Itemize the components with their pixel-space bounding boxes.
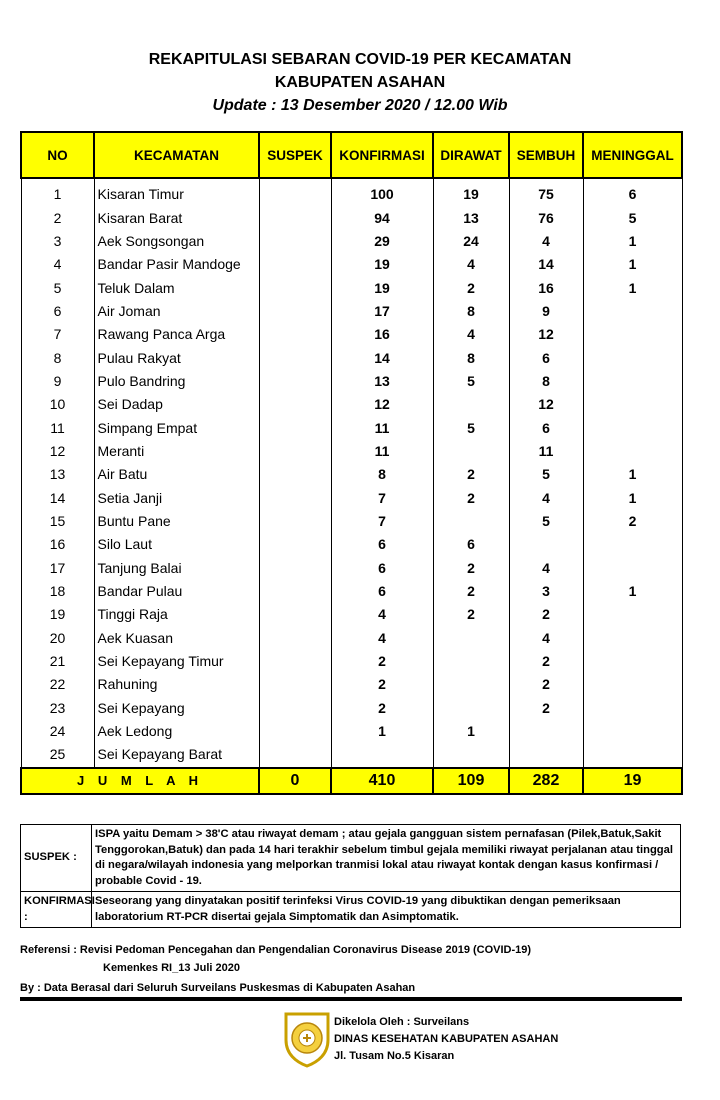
cell-sembuh: 2: [509, 697, 583, 720]
cell-suspek: [259, 627, 331, 650]
cell-sembuh: 12: [509, 393, 583, 416]
cell-dirawat: [433, 743, 509, 767]
cell-suspek: [259, 697, 331, 720]
cell-konfirmasi: 13: [331, 370, 433, 393]
suspek-definition-row: [21, 825, 681, 892]
cell-sembuh: 14: [509, 253, 583, 276]
cell-sembuh: 12: [509, 323, 583, 346]
cell-kecamatan: Pulau Rakyat: [94, 346, 259, 369]
cell-meninggal: [583, 300, 682, 323]
cell-no: 21: [21, 650, 94, 673]
cell-sembuh: [509, 720, 583, 743]
cell-kecamatan: Sei Kepayang: [94, 697, 259, 720]
konfirmasi-definition: Seseorang yang dinyatakan positif terinfeksi Virus COVID-19 yang dibuktikan dengan pemeriksaan laboratorium RT-PCR disertai gejala Simptomatik dan Asimptomatik.: [92, 892, 681, 928]
cell-meninggal: [583, 346, 682, 369]
cell-dirawat: [433, 697, 509, 720]
cell-no: 3: [21, 230, 94, 253]
cell-meninggal: [583, 557, 682, 580]
cell-konfirmasi: 6: [331, 557, 433, 580]
cell-meninggal: [583, 720, 682, 743]
cell-no: 16: [21, 533, 94, 556]
reference-line-1: Referensi : Revisi Pedoman Pencegahan dan Pengendalian Coronavirus Disease 2019 (COVID-19): [20, 944, 532, 956]
cell-konfirmasi: 19: [331, 276, 433, 299]
suspek-label: SUSPEK :: [21, 825, 92, 892]
cell-meninggal: [583, 743, 682, 767]
cell-konfirmasi: 19: [331, 253, 433, 276]
cell-meninggal: [583, 416, 682, 439]
cell-no: 17: [21, 557, 94, 580]
total-dirawat: 109: [433, 768, 509, 794]
konfirmasi-label: KONFIRMASI :: [21, 892, 92, 928]
cell-sembuh: 76: [509, 206, 583, 229]
cell-sembuh: 3: [509, 580, 583, 603]
cell-meninggal: [583, 627, 682, 650]
cell-dirawat: 8: [433, 346, 509, 369]
cell-sembuh: [509, 743, 583, 767]
table-row: [21, 323, 682, 346]
definitions-table: [20, 824, 681, 928]
cell-suspek: [259, 603, 331, 626]
cell-no: 6: [21, 300, 94, 323]
col-header-sembuh: SEMBUH: [509, 132, 583, 178]
table-row: [21, 650, 682, 673]
cell-dirawat: [433, 393, 509, 416]
cell-kecamatan: Tanjung Balai: [94, 557, 259, 580]
cell-kecamatan: Kisaran Barat: [94, 206, 259, 229]
cell-suspek: [259, 230, 331, 253]
cell-suspek: [259, 720, 331, 743]
cell-konfirmasi: 4: [331, 627, 433, 650]
cell-meninggal: 1: [583, 463, 682, 486]
table-row: [21, 178, 682, 206]
footer-info: [334, 1014, 558, 1065]
cell-sembuh: 4: [509, 627, 583, 650]
cell-konfirmasi: 2: [331, 673, 433, 696]
cell-suspek: [259, 370, 331, 393]
cell-dirawat: 13: [433, 206, 509, 229]
cell-no: 20: [21, 627, 94, 650]
cell-konfirmasi: 16: [331, 323, 433, 346]
cell-dirawat: [433, 650, 509, 673]
table-row: [21, 557, 682, 580]
cell-sembuh: 5: [509, 510, 583, 533]
cell-sembuh: 8: [509, 370, 583, 393]
cell-dirawat: [433, 627, 509, 650]
cell-sembuh: 2: [509, 673, 583, 696]
table-row: [21, 627, 682, 650]
cell-suspek: [259, 533, 331, 556]
cell-suspek: [259, 650, 331, 673]
cell-dirawat: [433, 510, 509, 533]
cell-suspek: [259, 743, 331, 767]
cell-no: 2: [21, 206, 94, 229]
cell-kecamatan: Air Joman: [94, 300, 259, 323]
cell-dirawat: 2: [433, 486, 509, 509]
cell-suspek: [259, 580, 331, 603]
cell-dirawat: 4: [433, 323, 509, 346]
cell-no: 22: [21, 673, 94, 696]
cell-sembuh: 5: [509, 463, 583, 486]
table-row: [21, 720, 682, 743]
cell-dirawat: 19: [433, 178, 509, 206]
cell-dirawat: 5: [433, 416, 509, 439]
total-sembuh: 282: [509, 768, 583, 794]
cell-dirawat: 2: [433, 463, 509, 486]
col-header-suspek: SUSPEK: [259, 132, 331, 178]
cell-no: 19: [21, 603, 94, 626]
cell-kecamatan: Sei Dadap: [94, 393, 259, 416]
cell-kecamatan: Bandar Pulau: [94, 580, 259, 603]
cell-suspek: [259, 440, 331, 463]
table-row: [21, 370, 682, 393]
footer-agency: DINAS KESEHATAN KABUPATEN ASAHAN: [334, 1033, 559, 1045]
cell-dirawat: [433, 673, 509, 696]
cell-sembuh: 16: [509, 276, 583, 299]
cell-no: 5: [21, 276, 94, 299]
cell-no: 1: [21, 178, 94, 206]
table-row: [21, 206, 682, 229]
total-row: [21, 768, 682, 794]
cell-kecamatan: Meranti: [94, 440, 259, 463]
cell-suspek: [259, 276, 331, 299]
table-row: [21, 276, 682, 299]
cell-kecamatan: Kisaran Timur: [94, 178, 259, 206]
table-row: [21, 393, 682, 416]
col-header-dirawat: DIRAWAT: [433, 132, 509, 178]
cell-dirawat: 4: [433, 253, 509, 276]
cell-meninggal: 2: [583, 510, 682, 533]
cell-kecamatan: Silo Laut: [94, 533, 259, 556]
cell-konfirmasi: 4: [331, 603, 433, 626]
cell-konfirmasi: 12: [331, 393, 433, 416]
cell-kecamatan: Air Batu: [94, 463, 259, 486]
cell-meninggal: [583, 393, 682, 416]
table-row: [21, 603, 682, 626]
cell-kecamatan: Sei Kepayang Timur: [94, 650, 259, 673]
cell-sembuh: 4: [509, 486, 583, 509]
cell-no: 14: [21, 486, 94, 509]
cell-no: 23: [21, 697, 94, 720]
table-row: [21, 510, 682, 533]
table-row: [21, 486, 682, 509]
cell-suspek: [259, 253, 331, 276]
cell-suspek: [259, 486, 331, 509]
cell-meninggal: [583, 650, 682, 673]
cell-kecamatan: Sei Kepayang Barat: [94, 743, 259, 767]
cell-no: 4: [21, 253, 94, 276]
data-source: By : Data Berasal dari Seluruh Surveilans Puskesmas di Kabupaten Asahan: [20, 982, 416, 994]
cell-konfirmasi: 7: [331, 486, 433, 509]
cell-konfirmasi: 100: [331, 178, 433, 206]
cell-kecamatan: Teluk Dalam: [94, 276, 259, 299]
cell-dirawat: 2: [433, 557, 509, 580]
cell-konfirmasi: 94: [331, 206, 433, 229]
table-row: [21, 697, 682, 720]
cell-sembuh: 6: [509, 346, 583, 369]
cell-no: 12: [21, 440, 94, 463]
cell-dirawat: 8: [433, 300, 509, 323]
cell-meninggal: [583, 673, 682, 696]
cell-konfirmasi: 29: [331, 230, 433, 253]
cell-dirawat: 24: [433, 230, 509, 253]
cell-konfirmasi: 11: [331, 440, 433, 463]
footer-address: Jl. Tusam No.5 Kisaran: [334, 1050, 455, 1062]
cell-sembuh: 4: [509, 557, 583, 580]
cell-konfirmasi: 17: [331, 300, 433, 323]
table-row: [21, 300, 682, 323]
cell-kecamatan: Aek Songsongan: [94, 230, 259, 253]
reference-line-2: Kemenkes RI_13 Juli 2020: [103, 962, 240, 974]
cell-kecamatan: Buntu Pane: [94, 510, 259, 533]
cell-meninggal: 1: [583, 253, 682, 276]
table-header-row: [21, 132, 682, 178]
cell-no: 18: [21, 580, 94, 603]
table-row: [21, 440, 682, 463]
cell-kecamatan: Rawang Panca Arga: [94, 323, 259, 346]
table-row: [21, 743, 682, 767]
table-row: [21, 346, 682, 369]
cell-kecamatan: Aek Kuasan: [94, 627, 259, 650]
col-header-konfirmasi: KONFIRMASI: [331, 132, 433, 178]
col-header-kecamatan: KECAMATAN: [94, 132, 259, 178]
cell-suspek: [259, 673, 331, 696]
cell-konfirmasi: 8: [331, 463, 433, 486]
cell-sembuh: 2: [509, 603, 583, 626]
table-row: [21, 416, 682, 439]
cell-kecamatan: Aek Ledong: [94, 720, 259, 743]
cell-konfirmasi: 6: [331, 580, 433, 603]
cell-dirawat: 1: [433, 720, 509, 743]
cell-meninggal: 1: [583, 580, 682, 603]
cell-kecamatan: Bandar Pasir Mandoge: [94, 253, 259, 276]
cell-konfirmasi: 14: [331, 346, 433, 369]
cell-no: 9: [21, 370, 94, 393]
suspek-definition: ISPA yaitu Demam > 38'C atau riwayat demam ; atau gejala gangguan sistem pernafasan (Pilek,Batuk,Sakit Tenggorokan,Batuk) dan pada 14 hari terakhir sebelum timbul gejala memiliki riwayat perjalanan atau tinggal di negara/wilayah indonesia yang melporkan tranmisi lokal atau riwayat kontak dengan kasus konfirmasi / probable Covid - 19.: [92, 825, 681, 892]
cell-kecamatan: Simpang Empat: [94, 416, 259, 439]
cell-suspek: [259, 178, 331, 206]
cell-dirawat: 2: [433, 603, 509, 626]
cell-suspek: [259, 393, 331, 416]
table-row: [21, 673, 682, 696]
cell-konfirmasi: 11: [331, 416, 433, 439]
cell-meninggal: 1: [583, 230, 682, 253]
cell-sembuh: 75: [509, 178, 583, 206]
cell-suspek: [259, 557, 331, 580]
cell-dirawat: 6: [433, 533, 509, 556]
cell-dirawat: 5: [433, 370, 509, 393]
cell-no: 13: [21, 463, 94, 486]
cell-kecamatan: Setia Janji: [94, 486, 259, 509]
cell-sembuh: [509, 533, 583, 556]
cell-konfirmasi: 2: [331, 697, 433, 720]
cell-konfirmasi: 6: [331, 533, 433, 556]
cell-kecamatan: Tinggi Raja: [94, 603, 259, 626]
total-label: J U M L A H: [21, 768, 259, 794]
cell-dirawat: [433, 440, 509, 463]
report-title: REKAPITULASI SEBARAN COVID-19 PER KECAMATAN: [148, 51, 572, 68]
divider: [20, 997, 682, 1001]
table-row: [21, 533, 682, 556]
cell-no: 11: [21, 416, 94, 439]
cell-no: 7: [21, 323, 94, 346]
col-header-meninggal: MENINGGAL: [583, 132, 682, 178]
update-date: Update : 13 Desember 2020 / 12.00 Wib: [212, 97, 508, 114]
report-subtitle: KABUPATEN ASAHAN: [274, 74, 446, 91]
cell-no: 8: [21, 346, 94, 369]
cell-suspek: [259, 510, 331, 533]
total-meninggal: 19: [583, 768, 682, 794]
cell-meninggal: [583, 323, 682, 346]
cell-kecamatan: Pulo Bandring: [94, 370, 259, 393]
table-row: [21, 580, 682, 603]
cell-suspek: [259, 346, 331, 369]
table-row: [21, 463, 682, 486]
total-suspek: 0: [259, 768, 331, 794]
cell-meninggal: [583, 440, 682, 463]
table-row: [21, 253, 682, 276]
cell-suspek: [259, 463, 331, 486]
cell-suspek: [259, 416, 331, 439]
cell-meninggal: 1: [583, 276, 682, 299]
cell-meninggal: [583, 533, 682, 556]
cell-konfirmasi: [331, 743, 433, 767]
cell-meninggal: 1: [583, 486, 682, 509]
cell-dirawat: 2: [433, 276, 509, 299]
table-row: [21, 230, 682, 253]
cell-dirawat: 2: [433, 580, 509, 603]
cell-meninggal: [583, 697, 682, 720]
cell-meninggal: 6: [583, 178, 682, 206]
surveilans-logo-icon: [282, 1010, 332, 1068]
cell-sembuh: 4: [509, 230, 583, 253]
cell-no: 24: [21, 720, 94, 743]
cell-meninggal: [583, 603, 682, 626]
cell-no: 25: [21, 743, 94, 767]
footer-managed-by: Dikelola Oleh : Surveilans: [334, 1016, 470, 1028]
cell-no: 15: [21, 510, 94, 533]
konfirmasi-definition-row: [21, 892, 681, 928]
covid-recap-table: [20, 131, 683, 795]
cell-sembuh: 9: [509, 300, 583, 323]
col-header-no: NO: [21, 132, 94, 178]
cell-meninggal: [583, 370, 682, 393]
cell-konfirmasi: 1: [331, 720, 433, 743]
cell-meninggal: 5: [583, 206, 682, 229]
cell-kecamatan: Rahuning: [94, 673, 259, 696]
cell-suspek: [259, 323, 331, 346]
total-konfirmasi: 410: [331, 768, 433, 794]
cell-sembuh: 6: [509, 416, 583, 439]
cell-sembuh: 2: [509, 650, 583, 673]
cell-sembuh: 11: [509, 440, 583, 463]
cell-konfirmasi: 2: [331, 650, 433, 673]
cell-no: 10: [21, 393, 94, 416]
cell-suspek: [259, 300, 331, 323]
cell-konfirmasi: 7: [331, 510, 433, 533]
cell-suspek: [259, 206, 331, 229]
